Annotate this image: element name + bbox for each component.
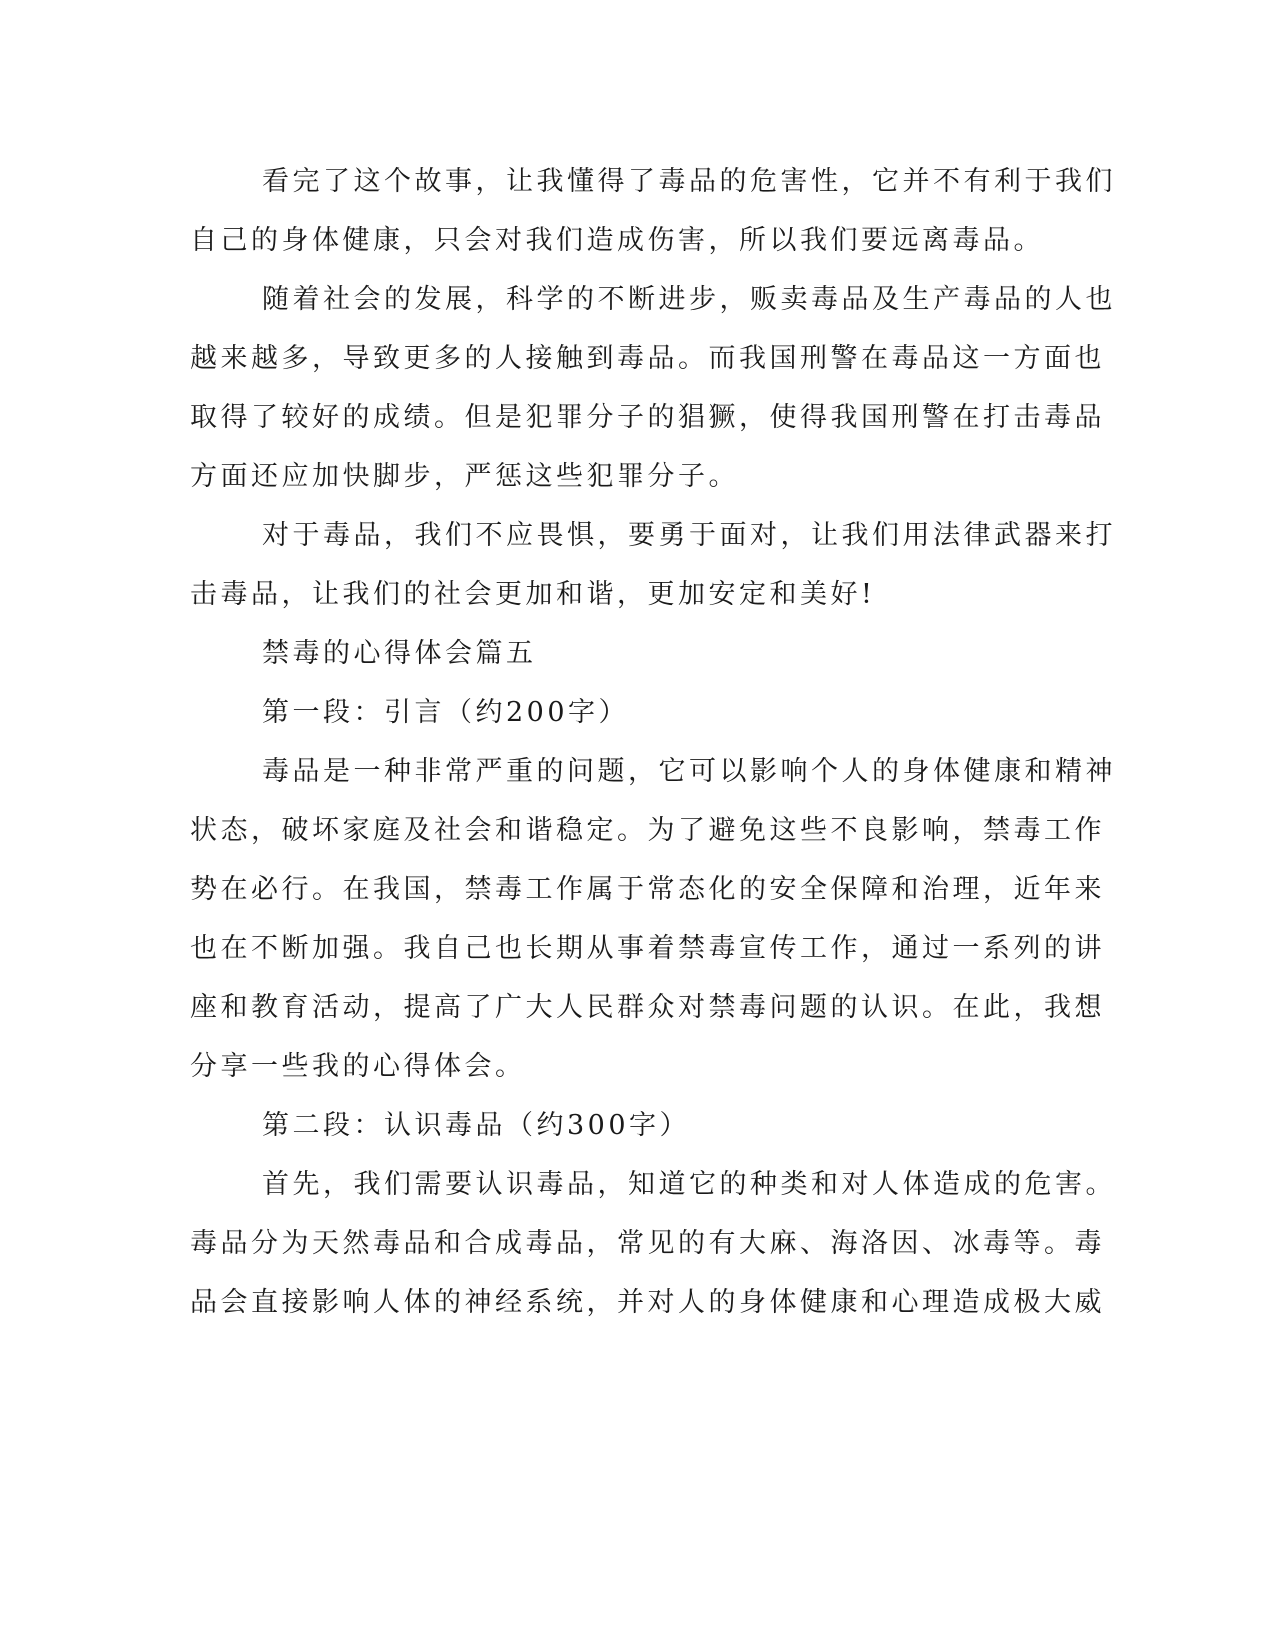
subsection-heading: 第一段：引言（约200字） <box>262 697 630 728</box>
paragraph-line: 看完了这个故事，让我懂得了毒品的危害性，它并不有利于我们 <box>262 166 1116 197</box>
paragraph-line: 势在必行。在我国，禁毒工作属于常态化的安全保障和治理，近年来 <box>190 874 1105 905</box>
paragraph-line: 毒品是一种非常严重的问题，它可以影响个人的身体健康和精神 <box>262 756 1116 787</box>
paragraph-line: 座和教育活动，提高了广大人民群众对禁毒问题的认识。在此，我想 <box>190 992 1105 1023</box>
paragraph-line: 取得了较好的成绩。但是犯罪分子的猖獗，使得我国刑警在打击毒品 <box>190 402 1105 433</box>
paragraph-line: 毒品分为天然毒品和合成毒品，常见的有大麻、海洛因、冰毒等。毒 <box>190 1228 1105 1259</box>
paragraph-line: 状态，破坏家庭及社会和谐稳定。为了避免这些不良影响，禁毒工作 <box>190 815 1105 846</box>
paragraph-line: 方面还应加快脚步，严惩这些犯罪分子。 <box>190 461 739 492</box>
paragraph-line: 首先，我们需要认识毒品，知道它的种类和对人体造成的危害。 <box>262 1169 1116 1200</box>
paragraph-line: 分享一些我的心得体会。 <box>190 1051 526 1082</box>
paragraph-line: 也在不断加强。我自己也长期从事着禁毒宣传工作，通过一系列的讲 <box>190 933 1105 964</box>
subsection-heading: 第二段：认识毒品（约300字） <box>262 1110 691 1141</box>
section-heading: 禁毒的心得体会篇五 <box>262 638 537 669</box>
paragraph-line: 击毒品，让我们的社会更加和谐，更加安定和美好! <box>190 579 876 610</box>
paragraph-line: 越来越多，导致更多的人接触到毒品。而我国刑警在毒品这一方面也 <box>190 343 1105 374</box>
paragraph-line: 品会直接影响人体的神经系统，并对人的身体健康和心理造成极大威 <box>190 1287 1105 1318</box>
paragraph-line: 随着社会的发展，科学的不断进步，贩卖毒品及生产毒品的人也 <box>262 284 1116 315</box>
paragraph-line: 自己的身体健康，只会对我们造成伤害，所以我们要远离毒品。 <box>190 225 1044 256</box>
paragraph-line: 对于毒品，我们不应畏惧，要勇于面对，让我们用法律武器来打 <box>262 520 1116 551</box>
